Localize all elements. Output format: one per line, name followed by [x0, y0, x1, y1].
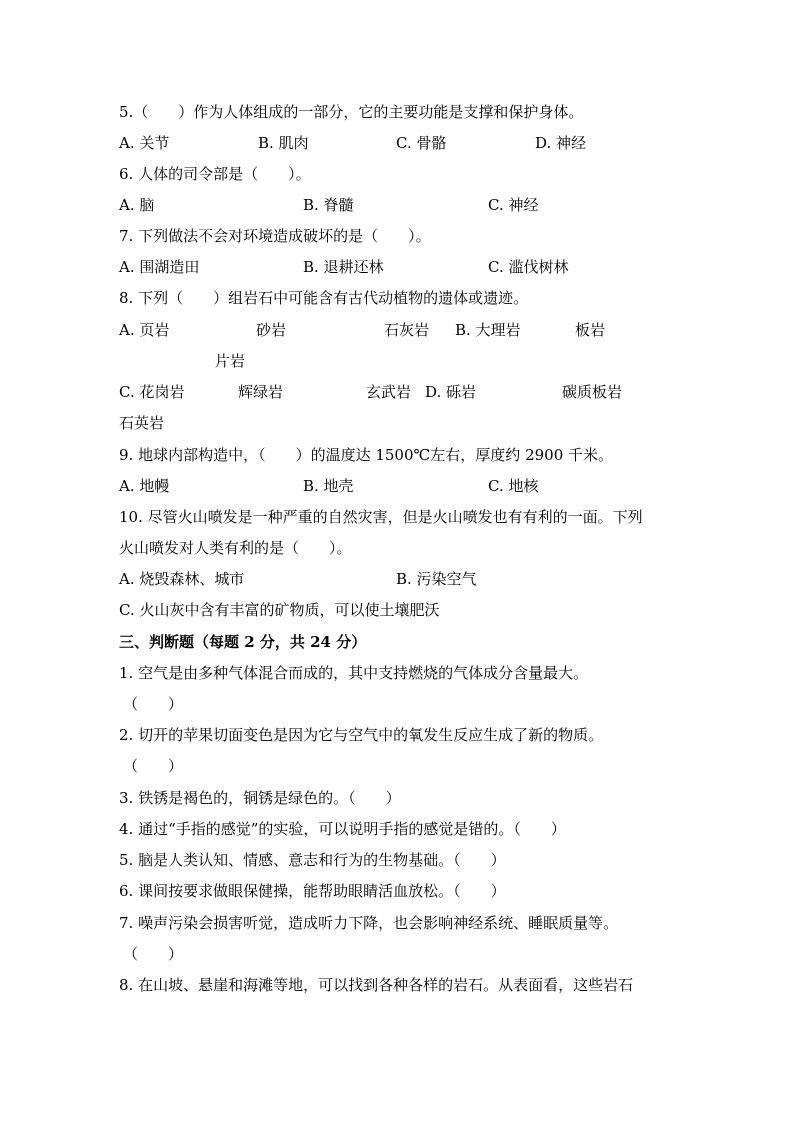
q5-option-c: C. 骨骼: [396, 134, 447, 152]
q6-option-c: C. 神经: [488, 196, 539, 214]
section3-heading: 三、判断题（每题 2 分，共 24 分）: [119, 633, 367, 651]
q8-stem: 8. 下列（ ）组岩石中可能含有古代动植物的遗体或遗迹。: [119, 289, 529, 307]
q8-option-b: B. 大理岩: [455, 321, 521, 339]
q9-option-a: A. 地幔: [119, 477, 170, 495]
judge-item-8: 8. 在山坡、悬崖和海滩等地，可以找到各种各样的岩石。从表面看，这些岩石: [119, 976, 634, 994]
judge-item-4: 4. 通过“手指的感觉”的实验，可以说明手指的感觉是错的。（ ）: [119, 820, 566, 838]
q9-option-b: B. 地壳: [303, 477, 354, 495]
q10-stem-line1: 10. 尽管火山喷发是一种严重的自然灾害，但是火山喷发也有有利的一面。下列: [119, 508, 643, 526]
q5-stem: 5.（ ）作为人体组成的一部分，它的主要功能是支撑和保护身体。: [119, 103, 584, 121]
q8-rock-schist: 片岩: [215, 352, 246, 370]
q10-option-c: C. 火山灰中含有丰富的矿物质，可以使土壤肥沃: [119, 601, 440, 619]
q5-option-b: B. 肌肉: [258, 134, 309, 152]
q8-rock-basalt: 玄武岩: [366, 383, 412, 401]
q8-rock-slate: 板岩: [575, 321, 606, 339]
q9-option-c: C. 地核: [488, 477, 539, 495]
q8-option-a: A. 页岩: [119, 321, 170, 339]
q9-stem: 9. 地球内部构造中，（ ）的温度达 1500℃左右，厚度约 2900 千米。: [119, 446, 614, 464]
judge-item-1-blank: （ ）: [123, 695, 184, 713]
judge-item-6: 6. 课间按要求做眼保健操，能帮助眼睛活血放松。（ ）: [119, 882, 506, 900]
q5-option-a: A. 关节: [119, 134, 170, 152]
q8-rock-diabase: 辉绿岩: [238, 383, 284, 401]
judge-item-7: 7. 噪声污染会损害听觉，造成听力下降，也会影响神经系统、睡眠质量等。: [119, 914, 619, 932]
q8-rock-sandstone: 砂岩: [256, 321, 287, 339]
q10-option-a: A. 烧毁森林、城市: [119, 570, 245, 588]
q10-stem-line2: 火山喷发对人类有利的是（ ）。: [119, 539, 352, 557]
judge-item-3: 3. 铁锈是褐色的，铜锈是绿色的。（ ）: [119, 789, 401, 807]
q10-option-b: B. 污染空气: [396, 570, 477, 588]
q5-option-d: D. 神经: [535, 134, 587, 152]
judge-item-5: 5. 脑是人类认知、情感、意志和行为的生物基础。（ ）: [119, 851, 506, 869]
q7-option-c: C. 滥伐树林: [488, 258, 569, 276]
q7-stem: 7. 下列做法不会对环境造成破坏的是（ ）。: [119, 227, 431, 245]
q6-option-b: B. 脊髓: [303, 196, 354, 214]
q6-option-a: A. 脑: [119, 196, 155, 214]
q8-option-c: C. 花岗岩: [119, 383, 185, 401]
q8-rock-quartzite: 石英岩: [119, 414, 165, 432]
judge-item-2: 2. 切开的苹果切面变色是因为它与空气中的氧发生反应生成了新的物质。: [119, 726, 604, 744]
judge-item-1: 1. 空气是由多种气体混合而成的，其中支持燃烧的气体成分含量最大。: [119, 664, 589, 682]
q7-option-b: B. 退耕还林: [303, 258, 384, 276]
q8-rock-carbonaceous-slate: 碳质板岩: [562, 383, 623, 401]
q8-rock-limestone: 石灰岩: [384, 321, 430, 339]
q6-stem: 6. 人体的司令部是（ ）。: [119, 165, 311, 183]
judge-item-2-blank: （ ）: [123, 757, 184, 775]
q7-option-a: A. 围湖造田: [119, 258, 200, 276]
q8-option-d: D. 砾岩: [425, 383, 477, 401]
judge-item-7-blank: （ ）: [123, 945, 184, 963]
